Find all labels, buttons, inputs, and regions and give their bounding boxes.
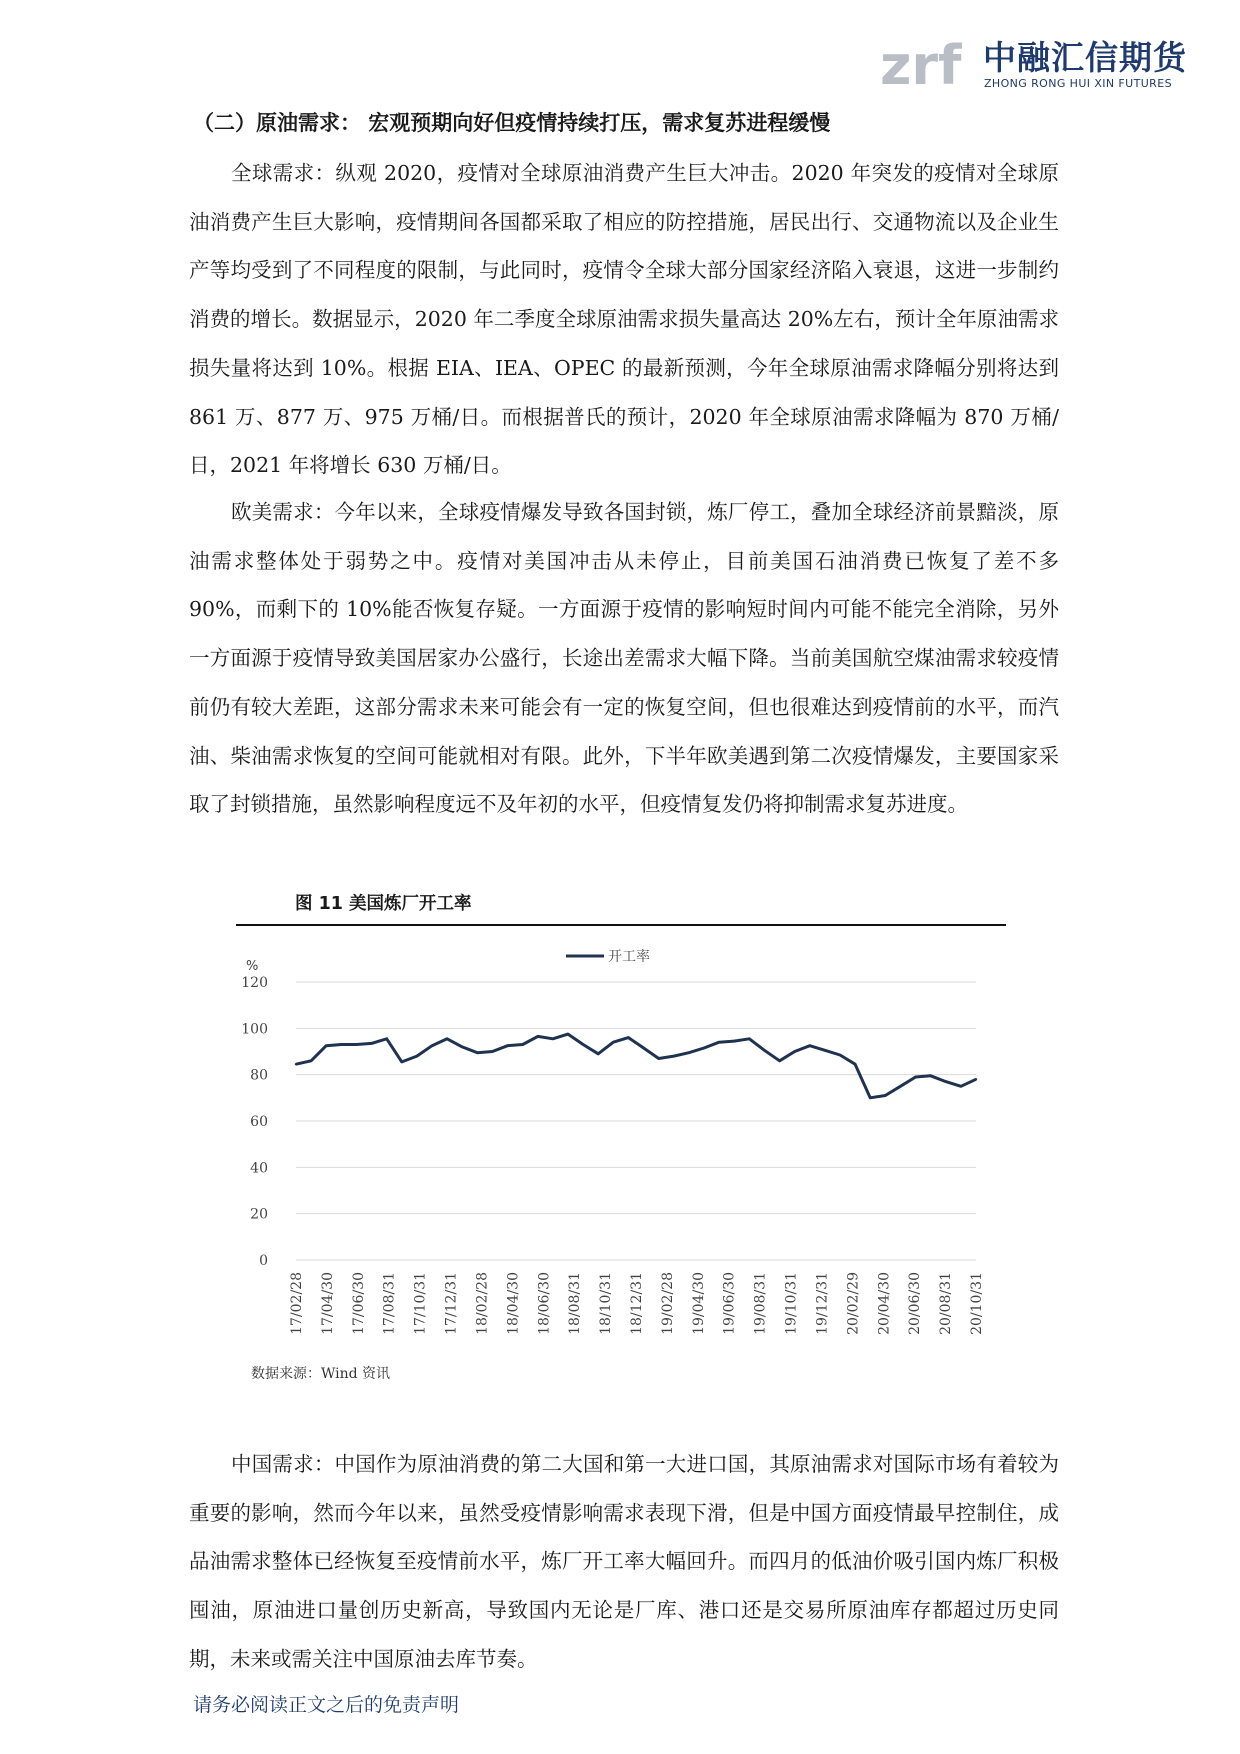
x-tick-label: 17/10/31 (412, 1272, 429, 1335)
x-tick-label: 17/02/28 (289, 1272, 305, 1335)
data-point (325, 1045, 327, 1047)
data-point (567, 1033, 569, 1035)
data-point (733, 1040, 735, 1042)
figure-rule (236, 924, 1006, 926)
x-tick-label: 20/02/29 (845, 1272, 862, 1335)
data-point (401, 1061, 403, 1063)
data-point (642, 1047, 644, 1049)
disclaimer-note: 请务必阅读正文之后的免责声明 (193, 1694, 460, 1716)
data-point (386, 1038, 388, 1040)
figure-title: 图 11 美国炼厂开工率 (295, 894, 472, 914)
x-tick-label: 18/04/30 (505, 1272, 522, 1335)
data-point (884, 1094, 886, 1096)
x-tick-label: 19/08/31 (752, 1272, 769, 1335)
data-point (899, 1085, 901, 1087)
data-point (824, 1049, 826, 1051)
x-tick-label: 18/10/31 (598, 1272, 615, 1335)
x-tick-label: 20/10/31 (969, 1272, 985, 1335)
data-point (839, 1054, 841, 1056)
data-point (869, 1097, 871, 1099)
x-tick-label: 20/04/30 (876, 1272, 893, 1335)
data-point (416, 1055, 418, 1057)
data-point (627, 1036, 629, 1038)
data-point (355, 1043, 357, 1045)
series-line-开工率 (296, 1034, 976, 1098)
legend-label: 开工率 (608, 949, 650, 965)
y-tick-label: 120 (241, 975, 268, 991)
data-point (718, 1041, 720, 1043)
data-point (476, 1052, 478, 1054)
data-point (522, 1043, 524, 1045)
svg-text:zrf: zrf (880, 34, 962, 90)
data-point (930, 1075, 932, 1077)
data-point (809, 1045, 811, 1047)
y-tick-label: 40 (250, 1160, 268, 1177)
data-point (688, 1052, 690, 1054)
data-point (537, 1035, 539, 1037)
company-logo (880, 26, 1187, 96)
x-tick-label: 17/12/31 (443, 1272, 460, 1335)
x-tick-label: 19/06/30 (721, 1272, 738, 1335)
data-point (491, 1050, 493, 1052)
data-point (960, 1085, 962, 1087)
data-point (703, 1047, 705, 1049)
y-tick-label: 0 (259, 1253, 268, 1269)
x-tick-label: 20/06/30 (907, 1272, 924, 1335)
x-tick-label: 19/12/31 (814, 1272, 831, 1335)
data-point (597, 1053, 599, 1055)
x-tick-label: 19/04/30 (690, 1272, 707, 1335)
data-point (794, 1050, 796, 1052)
paragraph-global-demand: 全球需求：纵观 2020，疫情对全球原油消费产生巨大冲击。2020 年突发的疫情对全球原油消费产生巨大影响，疫情期间各国都采取了相应的防控措施，居民出行、交通物流以及企业生产等均受到了不同程度的限制，与此同时，疫情令全球大部分国家经济陷入衰退，这进一步制约消费的增长。数据显示，2020 年二季度全球原油需求损失量高达 20%左右，预计全年原油需求损失量将达到 10%。根据 EIA、IEA、OPEC 的最新预测，今年全球原油需求降幅分别将达到 861 万、877 万、975 万桶/日。而根据普氏的预计，2020 年全球原油需求降幅为 870 万桶/日，2021 年将增长 630 万桶/日。 (189, 161, 1059, 478)
x-tick-label: 19/02/28 (659, 1272, 676, 1335)
data-point (975, 1078, 977, 1080)
data-point (431, 1045, 433, 1047)
logo-chinese-name: 中融汇信期货 (983, 38, 1187, 77)
x-tick-label: 18/02/28 (474, 1272, 491, 1335)
zrf-logo-mark (880, 26, 980, 90)
x-tick-label: 18/08/31 (567, 1272, 584, 1335)
data-point (582, 1043, 584, 1045)
y-tick-label: 100 (241, 1021, 268, 1038)
data-point (446, 1038, 448, 1040)
data-point (295, 1063, 297, 1065)
x-tick-label: 17/08/31 (381, 1272, 398, 1335)
paragraph-euus-demand: 欧美需求：今年以来，全球疫情爆发导致各国封锁，炼厂停工，叠加全球经济前景黯淡，原油需求整体处于弱势之中。疫情对美国冲击从未停止，目前美国石油消费已恢复了差不多 90%，而剩下的 10%能否恢复存疑。一方面源于疫情的影响短时间内可能不能完全消除，另外一方面源于疫情导致美国居家办公盛行，长途出差需求大幅下降。当前美国航空煤油需求较疫情前仍有较大差距，这部分需求未来可能会有一定的恢复空间，但也很难达到疫情前的水平，而汽油、柴油需求恢复的空间可能就相对有限。此外，下半年欧美遇到第二次疫情爆发，主要国家采取了封锁措施，虽然影响程度远不及年初的水平，但疫情复发仍将抑制需求复苏进度。 (189, 500, 1059, 817)
x-tick-label: 20/08/31 (938, 1272, 955, 1335)
data-point (778, 1060, 780, 1062)
y-tick-label: 60 (250, 1114, 268, 1130)
data-point (506, 1045, 508, 1047)
data-point (461, 1046, 463, 1048)
y-tick-label: 20 (250, 1206, 268, 1223)
x-tick-label: 17/06/30 (350, 1272, 367, 1335)
data-point (370, 1042, 372, 1044)
data-point (658, 1057, 660, 1059)
data-point (763, 1049, 765, 1051)
x-tick-label: 18/12/31 (629, 1272, 645, 1335)
paragraph-china-demand: 中国需求：中国作为原油消费的第二大国和第一大进口国，其原油需求对国际市场有着较为重要的影响，然而今年以来，虽然受疫情影响需求表现下滑，但是中国方面疫情最早控制住，成品油需求整体已经恢复至疫情前水平，炼厂开工率大幅回升。而四月的低油价吸引国内炼厂积极囤油，原油进口量创历史新高，导致国内无论是厂库、港口还是交易所原油库存都超过历史同期，未来或需关注中国原油去库节奏。 (189, 1452, 1059, 1671)
data-point (945, 1080, 947, 1082)
y-tick-label: 80 (250, 1067, 268, 1084)
x-tick-label: 19/10/31 (783, 1272, 800, 1335)
data-point (310, 1060, 312, 1062)
data-point (914, 1076, 916, 1078)
data-point (854, 1063, 856, 1065)
x-tick-label: 17/04/30 (319, 1272, 336, 1335)
data-point (612, 1041, 614, 1043)
section-title: （二）原油需求： 宏观预期向好但疫情持续打压，需求复苏进程缓慢 (193, 111, 831, 135)
refinery-utilization-chart (236, 930, 1006, 1355)
x-tick-label: 18/06/30 (536, 1272, 553, 1335)
data-point (748, 1038, 750, 1040)
data-point (552, 1038, 554, 1040)
data-point (340, 1043, 342, 1045)
data-point (673, 1055, 675, 1057)
y-axis-unit: % (246, 959, 259, 974)
logo-english-name: ZHONG RONG HUI XIN FUTURES (984, 77, 1172, 90)
figure-source: 数据来源：Wind 资讯 (251, 1366, 391, 1382)
